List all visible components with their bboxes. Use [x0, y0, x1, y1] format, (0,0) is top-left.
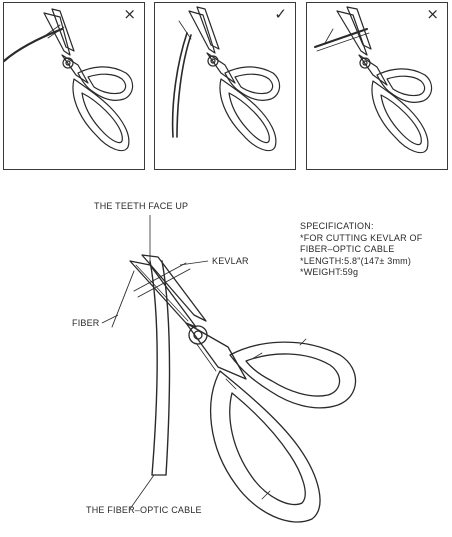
spec-line: *WEIGHT:59g	[300, 267, 359, 277]
cross-icon: ×	[426, 5, 439, 23]
kevlar-leader-line	[180, 261, 208, 265]
usage-panel-wrong-2	[306, 2, 448, 170]
cable-leader-line	[130, 475, 154, 509]
check-icon: ✓	[274, 5, 287, 23]
kevlar-label: KEVLAR	[212, 256, 249, 266]
usage-panel-wrong-1	[3, 2, 145, 170]
specification-block	[300, 221, 422, 279]
fiber-label: FIBER	[72, 318, 100, 328]
scissors-illustration-1	[4, 3, 145, 170]
spec-title: SPECIFICATION:	[300, 221, 374, 231]
usage-panel-correct	[154, 2, 296, 170]
teeth-label: THE TEETH FACE UP	[94, 201, 189, 211]
cable-label: THE FIBER–OPTIC CABLE	[86, 505, 202, 515]
spec-line: *LENGTH:5.8"(147± 3mm)	[300, 255, 412, 266]
cross-icon: ×	[123, 5, 136, 23]
spec-line: FIBER–OPTIC CABLE	[300, 244, 395, 254]
scissors-illustration-2	[155, 3, 296, 170]
scissors-illustration-3	[307, 3, 448, 170]
spec-line: *FOR CUTTING KEVLAR OF	[300, 232, 423, 243]
